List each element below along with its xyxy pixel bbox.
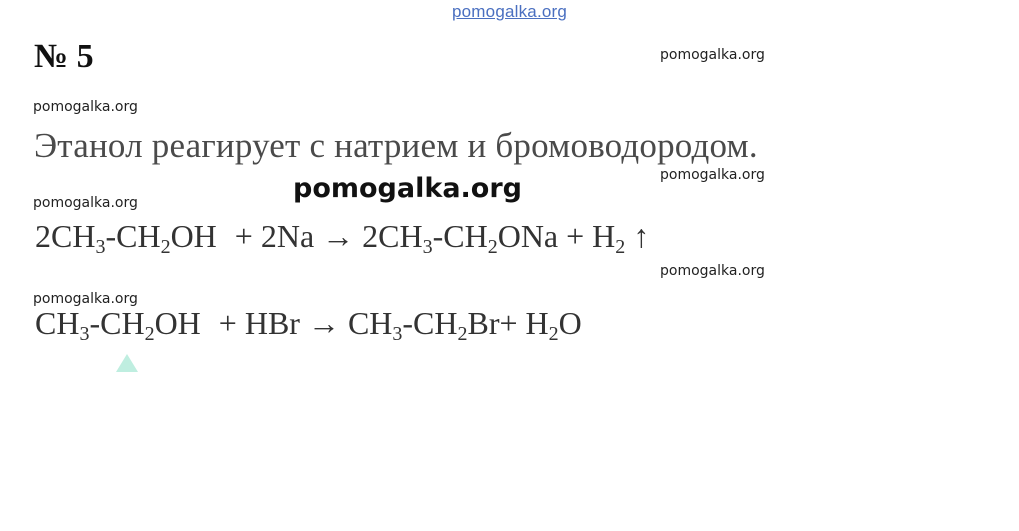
problem-statement: Этанол реагирует с натрием и бромоводородом. — [34, 126, 758, 165]
eq2-part: Br+ H — [467, 305, 549, 341]
watermark-text: pomogalka.org — [660, 167, 765, 183]
eq1-subscript: 2 — [615, 236, 626, 258]
watermark-text: pomogalka.org — [660, 47, 765, 63]
eq1-subscript: 2 — [160, 236, 171, 258]
eq1-subscript: 3 — [422, 236, 433, 258]
equation-ethanol-hbr — [35, 305, 582, 345]
eq1-part: -CH — [432, 218, 488, 254]
task-number-heading: № 5 — [34, 38, 94, 75]
eq2-part: OH — [154, 305, 201, 341]
top-watermark-link[interactable]: pomogalka.org — [452, 2, 568, 21]
eq1-part: 2CH — [35, 218, 96, 254]
eq2-part: CH — [35, 305, 80, 341]
eq2-part: -CH — [89, 305, 145, 341]
eq2-part: O — [558, 305, 582, 341]
eq1-part: -CH — [105, 218, 161, 254]
watermark-text: pomogalka.org — [33, 99, 138, 115]
eq1-part: ONa + H — [497, 218, 616, 254]
watermark-text: pomogalka.org — [33, 291, 138, 307]
eq2-subscript: 2 — [548, 323, 559, 345]
eq2-subscript: 3 — [79, 323, 90, 345]
eq2-subscript: 2 — [457, 323, 468, 345]
eq1-part: ↑ — [625, 218, 650, 254]
equation-ethanol-sodium — [35, 218, 650, 258]
eq1-subscript: 2 — [487, 236, 498, 258]
watermark-large-text: pomogalka.org — [293, 173, 522, 204]
eq1-subscript: 3 — [95, 236, 106, 258]
watermark-text: pomogalka.org — [660, 263, 765, 279]
eq2-part: + HBr → CH — [218, 305, 393, 341]
eq2-subscript: 3 — [392, 323, 403, 345]
triangle-marker-icon — [116, 354, 138, 372]
eq1-part: + 2Na → 2CH — [234, 218, 423, 254]
eq2-part: -CH — [402, 305, 458, 341]
eq1-part: OH — [170, 218, 217, 254]
eq2-subscript: 2 — [144, 323, 155, 345]
watermark-text: pomogalka.org — [33, 195, 138, 211]
